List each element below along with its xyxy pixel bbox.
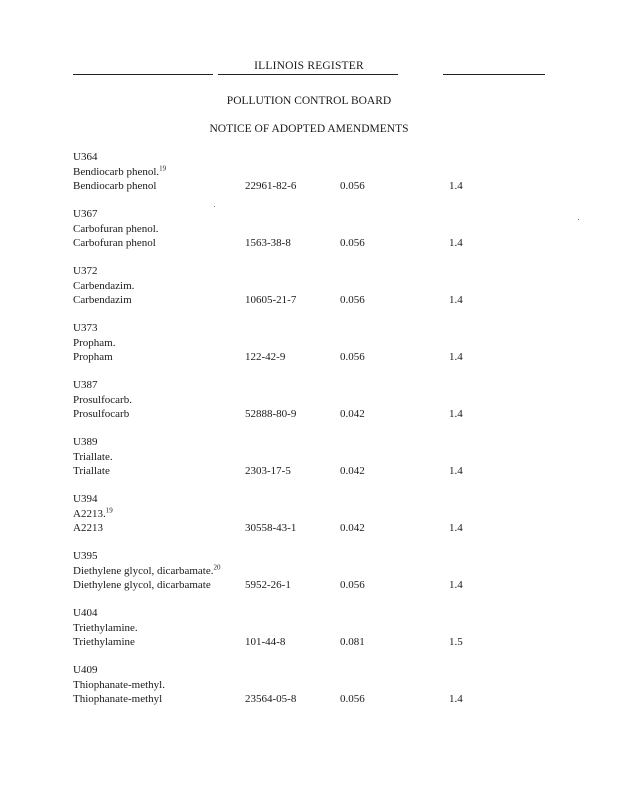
table-entry xyxy=(73,264,553,321)
constituent-description xyxy=(73,222,553,237)
constituent-name: A2213 xyxy=(73,522,103,534)
description-text: Triethylamine. xyxy=(73,621,138,634)
constituent-name: Triallate xyxy=(73,465,110,477)
cas-number: 52888-80-9 xyxy=(245,408,297,420)
constituent-description xyxy=(73,336,553,351)
constituent-description xyxy=(73,165,553,180)
constituent-row xyxy=(73,236,553,251)
nonwastewater-concentration: 1.4 xyxy=(449,465,463,477)
constituent-row xyxy=(73,578,553,593)
constituent-name: Propham xyxy=(73,351,113,363)
nonwastewater-concentration: 1.4 xyxy=(449,579,463,591)
constituent-description xyxy=(73,393,553,408)
cas-number: 22961-82-6 xyxy=(245,180,297,192)
description-text: Propham. xyxy=(73,336,116,349)
description-text: A2213. xyxy=(73,507,106,520)
waste-code-table xyxy=(73,150,553,720)
board-title: POLLUTION CONTROL BOARD xyxy=(226,95,392,107)
wastewater-concentration: 0.081 xyxy=(340,636,365,648)
table-entry xyxy=(73,321,553,378)
constituent-row xyxy=(73,293,553,308)
description-text: Bendiocarb phenol. xyxy=(73,165,160,178)
wastewater-concentration: 0.056 xyxy=(340,180,365,192)
constituent-name: Triethylamine xyxy=(73,636,135,648)
footnote-marker: 19 xyxy=(105,505,113,514)
table-entry xyxy=(73,606,553,663)
notice-title: NOTICE OF ADOPTED AMENDMENTS xyxy=(209,123,409,135)
constituent-description xyxy=(73,279,553,294)
nonwastewater-concentration: 1.4 xyxy=(449,180,463,192)
table-entry xyxy=(73,150,553,207)
header-rule-right xyxy=(443,74,545,75)
wastewater-concentration: 0.042 xyxy=(340,408,365,420)
constituent-name: Prosulfocarb xyxy=(73,408,130,420)
waste-code: U364 xyxy=(73,151,98,163)
footnote-marker: 19 xyxy=(159,163,167,172)
cas-number: 5952-26-1 xyxy=(245,579,291,591)
constituent-row xyxy=(73,692,553,707)
constituent-name: Carbofuran phenol xyxy=(73,237,156,249)
table-entry xyxy=(73,549,553,606)
constituent-row xyxy=(73,635,553,650)
table-entry xyxy=(73,378,553,435)
waste-code: U372 xyxy=(73,265,98,277)
cas-number: 2303-17-5 xyxy=(245,465,291,477)
cas-number: 122-42-9 xyxy=(245,351,286,363)
constituent-row xyxy=(73,464,553,479)
cas-number: 23564-05-8 xyxy=(245,693,297,705)
constituent-description xyxy=(73,678,553,693)
table-entry xyxy=(73,663,553,720)
constituent-name: Bendiocarb phenol xyxy=(73,180,157,192)
constituent-description xyxy=(73,564,553,579)
nonwastewater-concentration: 1.4 xyxy=(449,408,463,420)
waste-code: U389 xyxy=(73,436,98,448)
waste-code: U395 xyxy=(73,550,98,562)
wastewater-concentration: 0.042 xyxy=(340,522,365,534)
constituent-row xyxy=(73,179,553,194)
wastewater-concentration: 0.056 xyxy=(340,237,365,249)
constituent-description xyxy=(73,507,553,522)
waste-code: U373 xyxy=(73,322,98,334)
waste-code: U394 xyxy=(73,493,98,505)
table-entry xyxy=(73,435,553,492)
wastewater-concentration: 0.056 xyxy=(340,294,365,306)
nonwastewater-concentration: 1.4 xyxy=(449,693,463,705)
description-text: Carbofuran phenol. xyxy=(73,222,159,235)
table-entry xyxy=(73,207,553,264)
constituent-description xyxy=(73,621,553,636)
cas-number: 101-44-8 xyxy=(245,636,286,648)
constituent-name: Diethylene glycol, dicarbamate xyxy=(73,579,211,591)
waste-code: U404 xyxy=(73,607,98,619)
scan-speck xyxy=(578,219,579,220)
nonwastewater-concentration: 1.4 xyxy=(449,294,463,306)
register-title: ILLINOIS REGISTER xyxy=(254,60,364,72)
constituent-row xyxy=(73,521,553,536)
cas-number: 30558-43-1 xyxy=(245,522,297,534)
description-text: Prosulfocarb. xyxy=(73,393,132,406)
wastewater-concentration: 0.042 xyxy=(340,465,365,477)
waste-code: U387 xyxy=(73,379,98,391)
wastewater-concentration: 0.056 xyxy=(340,693,365,705)
header-rule-center xyxy=(218,74,398,75)
constituent-name: Thiophanate-methyl xyxy=(73,693,163,705)
cas-number: 1563-38-8 xyxy=(245,237,291,249)
cas-number: 10605-21-7 xyxy=(245,294,297,306)
wastewater-concentration: 0.056 xyxy=(340,351,365,363)
waste-code: U367 xyxy=(73,208,98,220)
constituent-row xyxy=(73,407,553,422)
nonwastewater-concentration: 1.5 xyxy=(449,636,463,648)
description-text: Carbendazim. xyxy=(73,279,135,292)
header-rule-left xyxy=(73,74,213,75)
table-entry xyxy=(73,492,553,549)
constituent-row xyxy=(73,350,553,365)
nonwastewater-concentration: 1.4 xyxy=(449,351,463,363)
description-text: Diethylene glycol, dicarbamate. xyxy=(73,564,214,577)
description-text: Thiophanate-methyl. xyxy=(73,678,165,691)
nonwastewater-concentration: 1.4 xyxy=(449,522,463,534)
waste-code: U409 xyxy=(73,664,98,676)
description-text: Triallate. xyxy=(73,450,113,463)
footnote-marker: 20 xyxy=(213,562,221,571)
wastewater-concentration: 0.056 xyxy=(340,579,365,591)
constituent-description xyxy=(73,450,553,465)
nonwastewater-concentration: 1.4 xyxy=(449,237,463,249)
constituent-name: Carbendazim xyxy=(73,294,132,306)
